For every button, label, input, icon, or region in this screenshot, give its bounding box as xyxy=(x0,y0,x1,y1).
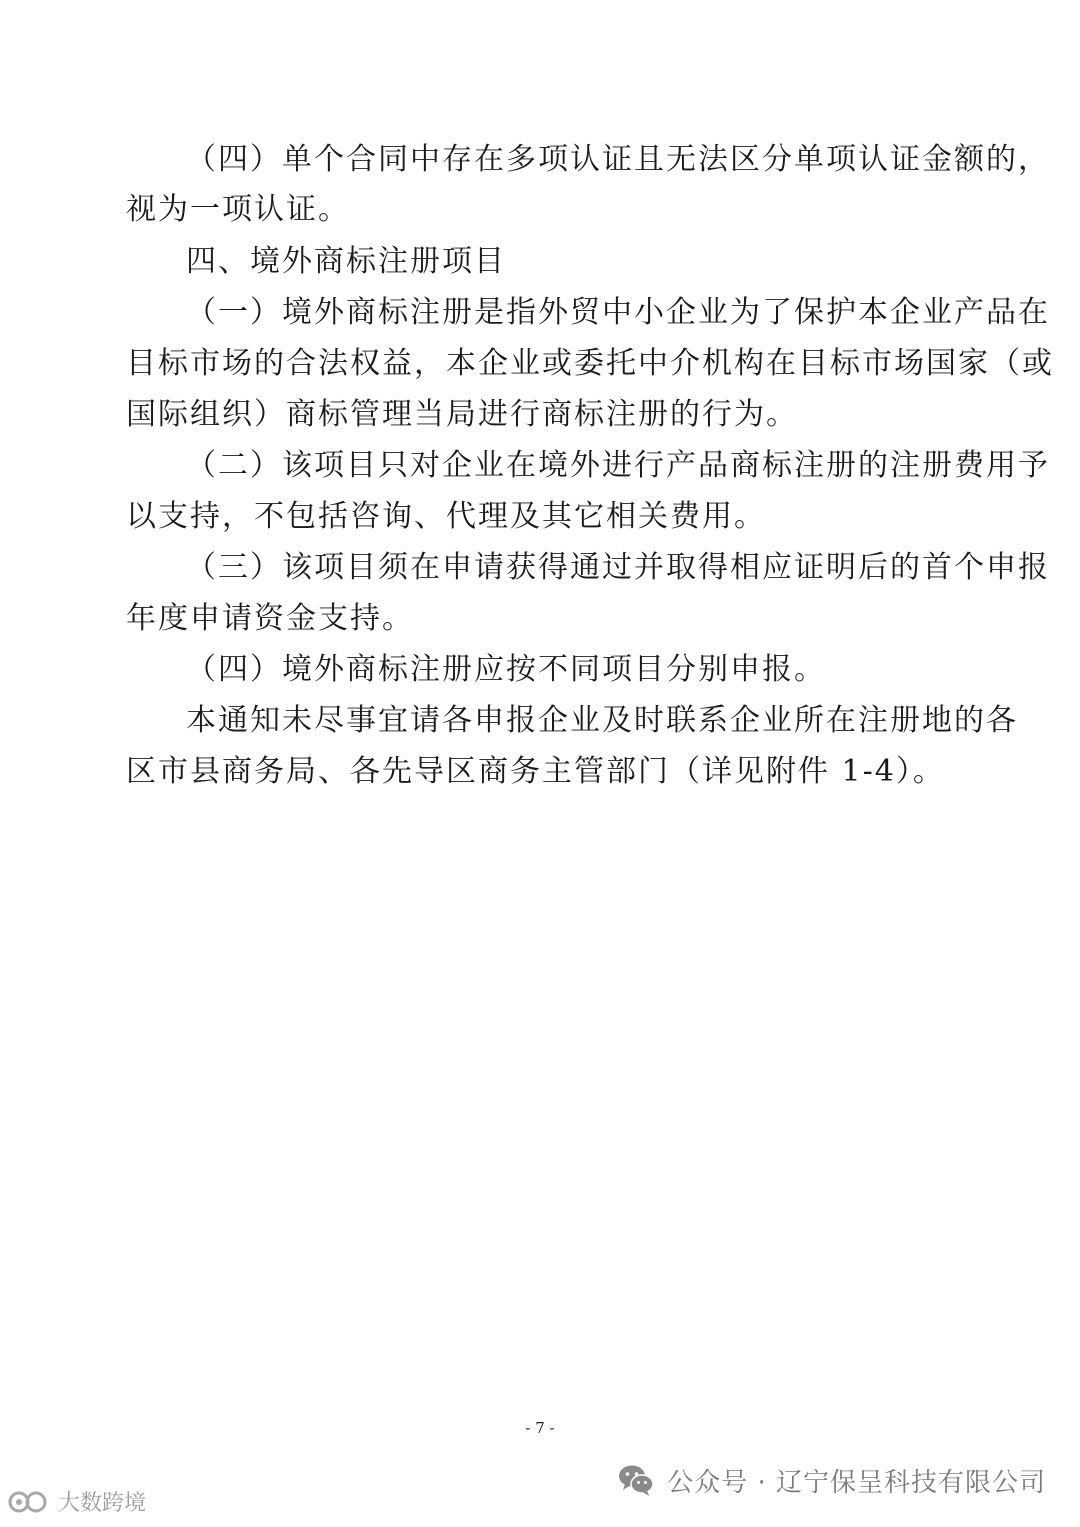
paragraph-line: （三）该项目须在申请获得通过并取得相应证明后的首个申报 xyxy=(186,550,1050,585)
paragraph-line: （四）境外商标注册应按不同项目分别申报。 xyxy=(186,652,826,687)
site-watermark xyxy=(6,1486,146,1517)
logo-icon xyxy=(6,1489,52,1515)
paragraph-line: 年度申请资金支持。 xyxy=(126,601,414,636)
site-watermark-label: 大数跨境 xyxy=(58,1491,147,1516)
paragraph-line: 国际组织）商标管理当局进行商标注册的行为。 xyxy=(126,397,798,432)
paragraph-line: （四）单个合同中存在多项认证且无法区分单项认证金额的， xyxy=(186,142,1050,177)
paragraph-line: 以支持，不包括咨询、代理及其它相关费用。 xyxy=(126,499,766,534)
paragraph-line: （二）该项目只对企业在境外进行产品商标注册的注册费用予 xyxy=(186,448,1050,483)
page-number: - 7 - xyxy=(525,1419,555,1437)
paragraph-line: 目标市场的合法权益，本企业或委托中介机构在目标市场国家（或 xyxy=(126,346,1054,381)
paragraph-line: 区市县商务局、各先导区商务主管部门（详见附件 1-4）。 xyxy=(126,754,945,789)
paragraph-line: 本通知未尽事宜请各申报企业及时联系企业所在注册地的各 xyxy=(186,703,1018,738)
wechat-watermark xyxy=(617,1458,1046,1502)
paragraph-line: （一）境外商标注册是指外贸中小企业为了保护本企业产品在 xyxy=(186,295,1050,330)
section-heading: 四、境外商标注册项目 xyxy=(186,244,506,279)
wechat-account-label: 公众号 · 辽宁保呈科技有限公司 xyxy=(667,1467,1046,1498)
paragraph-line: 视为一项认证。 xyxy=(126,192,350,227)
wechat-icon xyxy=(617,1463,655,1497)
